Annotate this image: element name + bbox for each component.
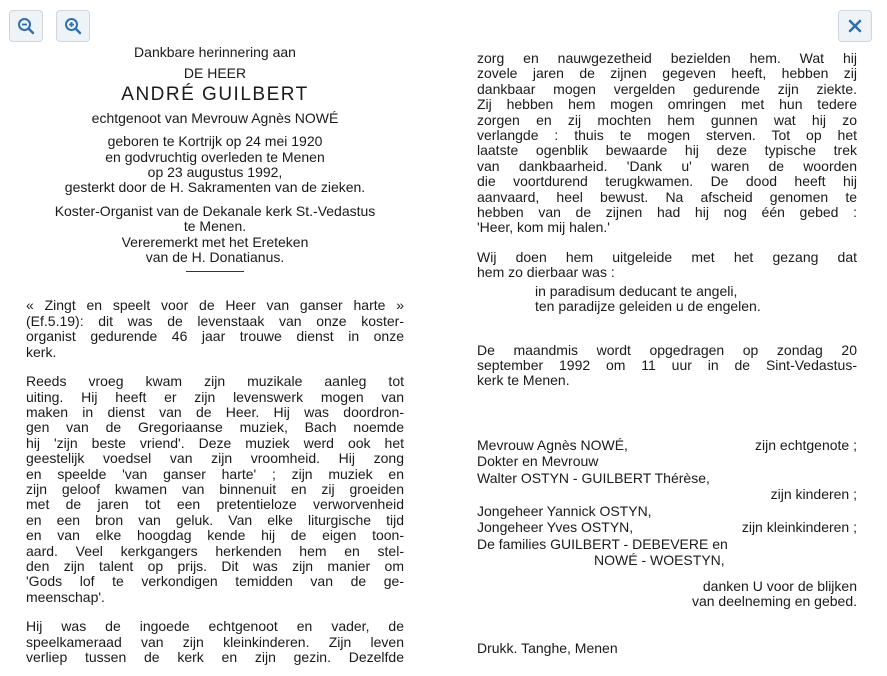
spouse-line: echtgenoot van Mevrouw Agnès NOWÉ [91, 109, 339, 126]
right-column [477, 51, 857, 656]
paragraph [477, 250, 857, 315]
text-line: van dankbaarheid. 'Dank u' waren de woorden [477, 157, 857, 174]
zoom-out-icon [17, 17, 35, 35]
family-role: zijn echtgenote ; [755, 436, 857, 453]
family-name: Jongeheer Yves OSTYN, [477, 519, 634, 536]
family-name: Mevrouw Agnès NOWÉ, [477, 436, 628, 453]
family-name: Dokter en Mevrouw [477, 453, 599, 470]
text-line: laatste ogenblik bewaarde hij deze typische trek [477, 142, 857, 159]
text-line: Reeds vroeg kwam zijn muzikale aanleg tot [26, 373, 404, 390]
info-line: gesterkt door de H. Sakramenten van de zieken. [64, 179, 366, 196]
birth-death-info [26, 134, 404, 196]
paragraph [26, 374, 404, 605]
family-row [477, 519, 857, 536]
info-line: geboren te Kortrijk op 24 mei 1920 [107, 133, 323, 150]
text-line: en speelde 'van ganser harte' ; zijn muziek en [26, 465, 404, 482]
text-line: De maandmis wordt opgedragen op zondag 20 [477, 341, 857, 358]
text-line: maken in dienst van de Heer. Hij was doordron- [26, 403, 404, 420]
family-name: Jongeheer Yannick OSTYN, [477, 502, 652, 519]
paragraph [26, 619, 404, 665]
info-line: te Menen. [183, 218, 247, 235]
text-line: 'Heer, kom mij halen.' [477, 219, 610, 236]
thanks [477, 579, 857, 610]
info-line: Koster-Organist van de Dekanale kerk St.-Vedastus [54, 202, 376, 219]
text-line: die voortdurend terugkwamen. De dood heeft hij [477, 173, 857, 190]
text-line: verliep tussen de kerk en zijn gezin. Dezelfde [26, 649, 404, 665]
text-line: hij 'zijn beste vriend'. Deze muziek werd ook het [26, 434, 404, 451]
family-name: De families GUILBERT - DEBEVERE en [477, 535, 728, 552]
text-line: kerk te Menen. [477, 372, 570, 389]
text-line: aanvaard, heel bewust. Na afscheid genomen te [477, 188, 857, 205]
text-line: den zijn talent op prijs. Dit was zijn manier om [26, 557, 404, 574]
family-role: zijn kleinkinderen ; [741, 519, 857, 536]
paragraph [477, 51, 857, 236]
hymn-line: in paradisum deducant te angeli, [535, 282, 738, 299]
text-line: en een bron van geluk. Van elke liturgische tijd [26, 511, 404, 528]
text-line: zovele jaren de zijnen gegeven heeft, hebben zij [477, 65, 857, 82]
family-role: zijn kinderen ; [770, 486, 857, 503]
text-line: 'Gods lof te verkondigen temidden van de ge- [26, 573, 404, 590]
info-line: van de H. Donatianus. [145, 249, 285, 266]
text-line: en van elke hoogdag kende hij de eigen toon- [26, 527, 404, 544]
text-line: hem zo dierbaar was : [477, 264, 615, 281]
text-line: « Zingt en speelt voor de Heer van ganser harte » [26, 297, 404, 314]
info-line: op 23 augustus 1992, [147, 164, 283, 181]
text-line: kerk. [26, 343, 57, 360]
text-line: organist gedurende 46 jaar trouwe dienst in onze [26, 328, 404, 345]
text-line: uiting. Hij heeft er zijn levenswerk mogen van [26, 388, 404, 405]
left-column [26, 45, 404, 665]
zoom-out-button[interactable] [9, 10, 43, 42]
text-line: hebben van de zijnen had hij nog één gebed : [477, 204, 857, 221]
header-line: Dankbare herinnering aan [134, 44, 296, 60]
text-line: speelkameraad van zijn kleinkinderen. Zijn leven [26, 633, 404, 650]
memorial-header [26, 45, 404, 126]
text-line: zorg en nauwgezetheid bezielden hem. Wat hij [477, 50, 857, 66]
paragraph [26, 298, 404, 360]
text-line: met de jaren tot een pretentieloze verworvenheid [26, 496, 404, 513]
header-line: DE HEER [183, 65, 247, 82]
text-line: verlangde : thuis te mogen sterven. Tot op het [477, 127, 857, 144]
info-line: Vereremerkt met het Ereteken [121, 233, 309, 250]
text-line: geestelijk voedsel van zijn vroomheid. Hij zong [26, 450, 404, 467]
zoom-in-button[interactable] [56, 10, 90, 42]
thanks-line: danken U voor de blijken [702, 577, 857, 594]
zoom-in-icon [64, 17, 82, 35]
hymn-line: ten paradijze geleiden u de engelen. [535, 298, 761, 315]
thanks-line: van deelneming en gebed. [691, 593, 857, 610]
text-line: aard. Veel kerkgangers herkenden hem en stel- [26, 542, 404, 559]
text-line: Zij hebben hem mogen omringen met hun tedere [477, 96, 857, 113]
text-line: gen van de Gregoriaanse muziek, Bach noemde [26, 419, 404, 436]
close-button[interactable] [838, 10, 872, 42]
close-icon [848, 19, 862, 33]
text-line: Wij doen hem uitgeleide met het gezang dat [477, 248, 857, 265]
text-line: (Ef.5.19): dit was de levenstaak van onze koster- [26, 312, 404, 329]
text-line: dankbaar mogen vergelden gedurende zijn ziekte. [477, 80, 857, 97]
family-name: Walter OSTYN - GUILBERT Thérèse, [477, 469, 710, 486]
text-line: zijn geloof kwamen van binnenuit en zij groeiden [26, 480, 404, 497]
family-list [477, 437, 857, 569]
family-row [477, 437, 857, 454]
printer-credit: Drukk. Tanghe, Menen [477, 639, 618, 656]
mass-announcement [477, 343, 857, 389]
deceased-name: ANDRÉ GUILBERT [121, 83, 309, 105]
family-name: NOWÉ - WOESTYN, [594, 552, 725, 569]
functions-info [26, 204, 404, 266]
text-line: zorgen en zij mochten hem gunnen wat hij zo [477, 111, 857, 128]
text-line: meenschap'. [26, 588, 105, 605]
text-line: september 1992 om 11 uur in de Sint-Vedastus- [477, 356, 857, 373]
info-line: en godvruchtig overleden te Menen [105, 148, 325, 165]
text-line: Hij was de ingoede echtgenoot en vader, de [26, 618, 404, 635]
